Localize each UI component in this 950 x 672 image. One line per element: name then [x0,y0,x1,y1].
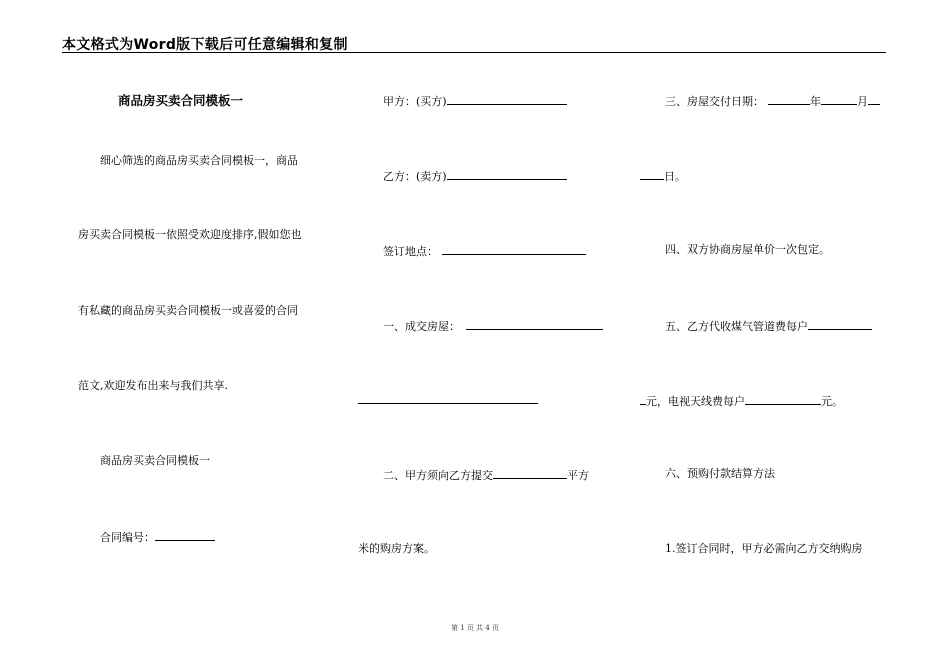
intro-line-4: 范文,欢迎发布出来与我们共享. [78,379,228,392]
item-3-continuation [640,168,686,184]
item-3-day-label: 日。 [664,170,686,183]
contract-number-label: 合同编号： [100,531,155,544]
item-3-month-blank [821,93,857,105]
contract-number-blank [155,529,215,541]
item-6-1: 1.签订合同时，甲方必需向乙方交纳购房 [665,542,863,555]
item-5-gas-fee-blank [808,318,872,330]
intro-line-2: 房买卖合同模板一依照受欢迎度排序,假如您也 [78,228,302,241]
item-3-label: 三、房屋交付日期： [665,95,764,108]
item-2-unit: 平方 [567,469,589,482]
item-6: 六、预购付款结算方法 [665,467,775,480]
item-5-tv-fee-blank [745,393,821,405]
item-3-row [665,93,880,109]
item-3-year-blank [768,93,810,105]
party-a-label: 甲方：(买方) [383,95,447,108]
item-3-year-label: 年 [810,95,821,108]
sign-place-label: 签订地点： [383,245,438,258]
item-5-label: 五、乙方代收煤气管道费每户 [665,320,808,333]
item-2-label: 二、甲方须向乙方提交 [383,469,493,482]
item-1-blank [466,318,603,330]
item-5-continuation [640,393,843,409]
header-title: 本文格式为Word版下载后可任意编辑和复制 [62,37,348,53]
sign-place-blank [442,243,586,255]
intro-line-3: 有私藏的商品房买卖合同模板一或喜爱的合同 [78,304,298,317]
document-title: 商品房买卖合同模板一 [118,93,244,108]
item-1-row [383,318,603,334]
contract-number-row [100,529,215,545]
party-b-label: 乙方：(卖方) [383,170,447,183]
party-a-blank [447,93,567,105]
page-footer: 第 1 页 共 4 页 [450,624,500,632]
header-divider [62,52,886,53]
item-3-tail-blank [868,93,880,105]
item-3-day-blank [640,168,664,180]
item-5-row [665,318,872,334]
item-1-label: 一、成交房屋： [383,320,460,333]
intro-line-1: 细心筛选的商品房买卖合同模板一，商品 [100,154,298,167]
party-b-blank [447,168,567,180]
item-4: 四、双方协商房屋单价一次包定。 [665,243,830,256]
item-2-row [383,467,589,483]
item-2-area-blank [493,467,567,479]
item-5-tv-label: 元，电视天线费每户 [646,395,745,408]
item-5-end: 元。 [821,395,843,408]
party-b-row [383,168,567,184]
party-a-row [383,93,567,109]
subheading: 商品房买卖合同模板一 [100,454,210,467]
sign-place-row [383,243,586,259]
item-3-month-label: 月 [857,95,868,108]
item-1-continuation-line [358,403,538,404]
item-2-continuation: 米的购房方案。 [358,542,435,555]
